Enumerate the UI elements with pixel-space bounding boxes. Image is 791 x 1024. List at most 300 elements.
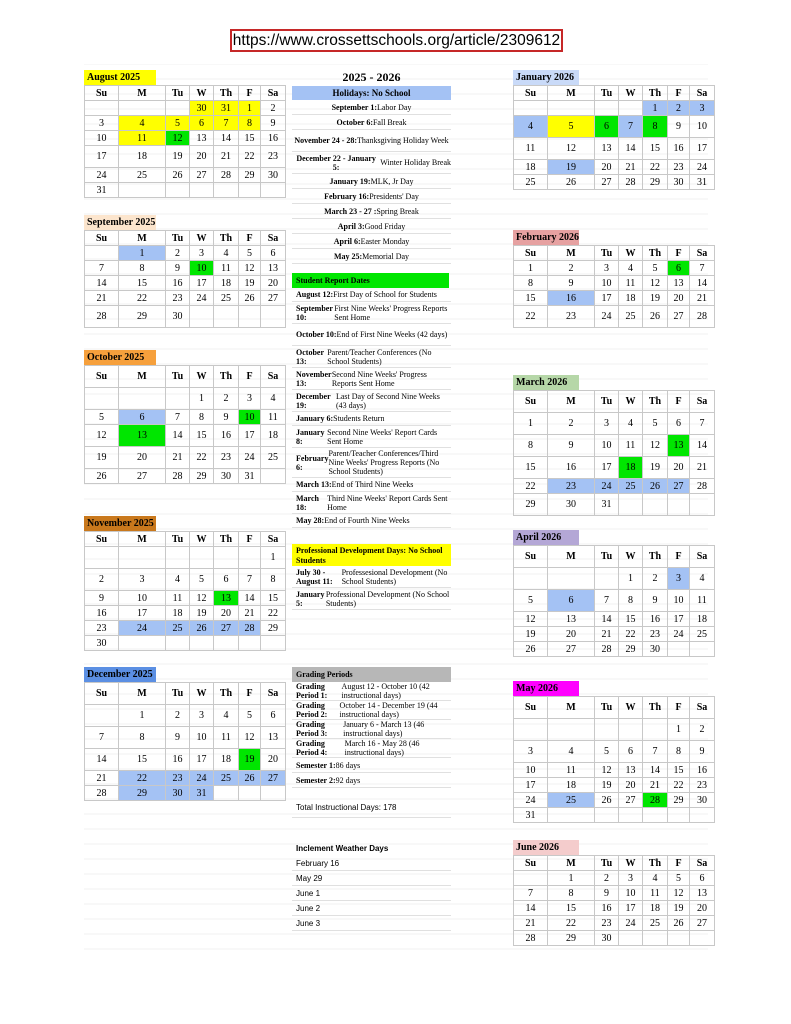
holidays-item: April 6: Easter Monday (292, 234, 451, 249)
pd-days-item: July 30 - August 11: Professesional Development (No School Students) (292, 566, 451, 588)
grading-item: Semester 1: 86 days (292, 758, 451, 773)
day-cell: 8 (643, 116, 668, 138)
week-row (85, 168, 286, 183)
day-cell: 22 (548, 916, 595, 931)
weekday-header: Tu (595, 246, 619, 261)
week-row (514, 590, 715, 612)
report-dates-item: October 13: Parent/Teacher Conferences (No School Students) (292, 346, 451, 368)
day-cell: 23 (690, 778, 715, 793)
day-cell: 2 (668, 101, 690, 116)
day-cell: 17 (595, 457, 619, 479)
weather-item: June 3 (292, 916, 451, 931)
day-cell: 30 (261, 168, 286, 183)
empty-cell (668, 931, 690, 946)
week-row (514, 931, 715, 946)
empty-cell (619, 719, 643, 741)
grading-item: Grading Period 2: October 14 - December 19 (44 instructional days) (292, 701, 451, 720)
day-cell: 15 (643, 138, 668, 160)
empty-cell (619, 101, 643, 116)
week-row (85, 547, 286, 569)
empty-cell (548, 568, 595, 590)
empty-cell (214, 636, 239, 651)
day-cell: 20 (190, 146, 214, 168)
weekday-header: Su (514, 391, 548, 413)
day-cell: 27 (690, 916, 715, 931)
weekday-header: M (119, 532, 166, 547)
empty-cell (239, 547, 261, 569)
day-cell: 9 (85, 591, 119, 606)
day-cell: 27 (668, 306, 690, 328)
day-cell: 15 (514, 291, 548, 306)
day-cell: 24 (190, 771, 214, 786)
day-cell: 6 (214, 569, 239, 591)
day-cell: 5 (239, 705, 261, 727)
week-row (514, 568, 715, 590)
day-cell: 14 (643, 763, 668, 778)
day-cell: 1 (261, 547, 286, 569)
day-cell: 8 (514, 276, 548, 291)
day-cell: 11 (214, 727, 239, 749)
month-title: December 2025 (84, 667, 156, 682)
day-cell: 18 (214, 276, 239, 291)
day-cell: 24 (595, 306, 619, 328)
empty-cell (85, 246, 119, 261)
day-cell: 21 (619, 160, 643, 175)
day-cell: 10 (239, 410, 261, 425)
weekday-header: M (119, 231, 166, 246)
weekday-header: W (619, 86, 643, 101)
day-cell: 8 (190, 410, 214, 425)
day-cell: 1 (643, 101, 668, 116)
weekday-header: M (548, 697, 595, 719)
day-cell: 10 (85, 131, 119, 146)
day-cell: 7 (85, 261, 119, 276)
day-cell: 19 (643, 457, 668, 479)
month-nov2025 (84, 516, 286, 651)
day-cell: 9 (548, 435, 595, 457)
day-cell: 30 (643, 642, 668, 657)
day-cell: 11 (119, 131, 166, 146)
day-cell: 25 (548, 793, 595, 808)
pd-days-list (292, 566, 451, 610)
day-cell: 2 (643, 568, 668, 590)
day-cell: 20 (548, 627, 595, 642)
day-cell: 20 (595, 160, 619, 175)
day-cell: 22 (643, 160, 668, 175)
day-cell: 3 (595, 413, 619, 435)
day-cell: 22 (668, 778, 690, 793)
weekday-header: Th (214, 86, 239, 101)
weekday-header: Sa (261, 366, 286, 388)
day-cell: 10 (595, 276, 619, 291)
weekday-header: W (619, 856, 643, 871)
day-cell: 27 (668, 479, 690, 494)
day-cell: 7 (690, 261, 715, 276)
day-cell: 11 (261, 410, 286, 425)
day-cell: 28 (85, 786, 119, 801)
report-dates-item: September 10: First Nine Weeks' Progress Reports Sent Home (292, 302, 451, 324)
week-row (85, 621, 286, 636)
week-row (85, 606, 286, 621)
day-cell: 12 (239, 727, 261, 749)
month-sep2025 (84, 215, 286, 328)
day-cell: 8 (548, 886, 595, 901)
empty-cell (668, 808, 690, 823)
weekday-header: Su (514, 856, 548, 871)
day-cell: 12 (643, 435, 668, 457)
day-cell: 21 (690, 457, 715, 479)
day-cell: 28 (690, 306, 715, 328)
empty-cell (643, 808, 668, 823)
week-row (85, 116, 286, 131)
day-cell: 8 (668, 741, 690, 763)
day-cell: 18 (166, 606, 190, 621)
week-row (85, 410, 286, 425)
day-cell: 19 (85, 447, 119, 469)
day-cell: 31 (595, 494, 619, 516)
day-cell: 26 (190, 621, 214, 636)
source-url[interactable]: https://www.crossettschools.org/article/2309612 (230, 29, 563, 52)
day-cell: 19 (668, 901, 690, 916)
day-cell: 7 (214, 116, 239, 131)
day-cell: 18 (119, 146, 166, 168)
day-cell: 3 (190, 246, 214, 261)
report-dates-item: January 6: Students Return (292, 412, 451, 426)
day-cell: 29 (514, 494, 548, 516)
day-cell: 4 (261, 388, 286, 410)
empty-cell (514, 101, 548, 116)
month-may2026 (513, 681, 715, 823)
day-cell: 28 (690, 479, 715, 494)
week-row (85, 469, 286, 484)
day-cell: 19 (548, 160, 595, 175)
grading-list (292, 682, 451, 788)
weekday-header: F (239, 683, 261, 705)
day-cell: 3 (690, 101, 715, 116)
grading-section (292, 667, 451, 818)
weekday-header: F (239, 532, 261, 547)
day-cell: 17 (514, 778, 548, 793)
week-row (85, 771, 286, 786)
day-cell: 18 (261, 425, 286, 447)
day-cell: 28 (643, 793, 668, 808)
day-cell: 6 (668, 413, 690, 435)
grading-item: Grading Period 4: March 16 - May 28 (46 instructional days) (292, 739, 451, 758)
empty-cell (690, 808, 715, 823)
empty-cell (85, 388, 119, 410)
day-cell: 6 (668, 261, 690, 276)
weather-list (292, 856, 451, 931)
empty-cell (595, 719, 619, 741)
empty-cell (261, 183, 286, 198)
day-cell: 13 (668, 435, 690, 457)
weekday-header: Tu (595, 86, 619, 101)
week-row (85, 636, 286, 651)
empty-cell (690, 494, 715, 516)
holidays-item: October 6: Fall Break (292, 115, 451, 130)
day-cell: 5 (643, 261, 668, 276)
day-cell: 8 (619, 590, 643, 612)
day-cell: 23 (166, 771, 190, 786)
weather-item: June 2 (292, 901, 451, 916)
month-title: November 2025 (84, 516, 156, 531)
month-grid (84, 365, 286, 484)
day-cell: 17 (239, 425, 261, 447)
day-cell: 22 (239, 146, 261, 168)
day-cell: 14 (85, 276, 119, 291)
week-row (85, 306, 286, 328)
day-cell: 2 (85, 569, 119, 591)
day-cell: 15 (119, 276, 166, 291)
weekday-header: Tu (595, 391, 619, 413)
day-cell: 29 (239, 168, 261, 183)
day-cell: 30 (548, 494, 595, 516)
weekday-header: Th (643, 391, 668, 413)
day-cell: 26 (643, 306, 668, 328)
day-cell: 14 (619, 138, 643, 160)
day-cell: 13 (190, 131, 214, 146)
day-cell: 7 (514, 886, 548, 901)
week-row (85, 727, 286, 749)
day-cell: 27 (595, 175, 619, 190)
empty-cell (514, 568, 548, 590)
day-cell: 23 (668, 160, 690, 175)
day-cell: 25 (261, 447, 286, 469)
day-cell: 2 (690, 719, 715, 741)
month-grid (513, 245, 715, 328)
empty-cell (214, 547, 239, 569)
day-cell: 9 (595, 886, 619, 901)
day-cell: 3 (85, 116, 119, 131)
day-cell: 4 (548, 741, 595, 763)
day-cell: 28 (239, 621, 261, 636)
day-cell: 29 (190, 469, 214, 484)
week-row (514, 413, 715, 435)
day-cell: 12 (514, 612, 548, 627)
day-cell: 16 (214, 425, 239, 447)
weekday-header: Sa (261, 683, 286, 705)
day-cell: 4 (214, 705, 239, 727)
weekday-header: M (119, 366, 166, 388)
week-row (514, 886, 715, 901)
report-dates-item: January 8: Second Nine Weeks' Report Cards Sent Home (292, 426, 451, 448)
week-row (85, 425, 286, 447)
day-cell: 18 (514, 160, 548, 175)
day-cell: 23 (214, 447, 239, 469)
day-cell: 27 (214, 621, 239, 636)
holidays-item: April 3: Good Friday (292, 219, 451, 234)
month-title: August 2025 (84, 70, 156, 85)
empty-cell (261, 306, 286, 328)
day-cell: 13 (214, 591, 239, 606)
weekday-header: Tu (166, 683, 190, 705)
day-cell: 22 (514, 306, 548, 328)
holidays-list (292, 100, 451, 264)
day-cell: 15 (668, 763, 690, 778)
weekday-header: F (239, 231, 261, 246)
day-cell: 27 (548, 642, 595, 657)
month-grid (84, 682, 286, 801)
weekday-header: M (119, 86, 166, 101)
day-cell: 12 (595, 763, 619, 778)
day-cell: 4 (619, 261, 643, 276)
day-cell: 16 (548, 457, 595, 479)
weather-section (292, 841, 451, 931)
holidays-item: March 23 - 27 : Spring Break (292, 204, 451, 219)
day-cell: 22 (119, 291, 166, 306)
day-cell: 21 (85, 771, 119, 786)
day-cell: 30 (214, 469, 239, 484)
empty-cell (548, 808, 595, 823)
day-cell: 28 (214, 168, 239, 183)
day-cell: 24 (190, 291, 214, 306)
weekday-header: Th (643, 246, 668, 261)
week-row (514, 276, 715, 291)
month-dec2025 (84, 667, 286, 801)
empty-cell (190, 636, 214, 651)
week-row (85, 183, 286, 198)
day-cell: 17 (619, 901, 643, 916)
day-cell: 6 (261, 705, 286, 727)
day-cell: 14 (166, 425, 190, 447)
day-cell: 23 (595, 916, 619, 931)
day-cell: 5 (548, 116, 595, 138)
day-cell: 12 (166, 131, 190, 146)
week-row (85, 786, 286, 801)
day-cell: 30 (85, 636, 119, 651)
day-cell: 9 (690, 741, 715, 763)
day-cell: 15 (119, 749, 166, 771)
day-cell: 1 (239, 101, 261, 116)
weekday-header: F (668, 86, 690, 101)
day-cell: 16 (85, 606, 119, 621)
weekday-header: Th (643, 856, 668, 871)
weekday-header: F (239, 86, 261, 101)
month-grid (84, 230, 286, 328)
report-dates-item: December 19: Last Day of Second Nine Weeks (43 days) (292, 390, 451, 412)
day-cell: 16 (643, 612, 668, 627)
day-cell: 9 (668, 116, 690, 138)
day-cell: 27 (190, 168, 214, 183)
day-cell: 7 (643, 741, 668, 763)
day-cell: 16 (595, 901, 619, 916)
day-cell: 29 (548, 931, 595, 946)
empty-cell (214, 183, 239, 198)
day-cell: 12 (190, 591, 214, 606)
month-jun2026 (513, 840, 715, 946)
empty-cell (239, 786, 261, 801)
week-row (85, 146, 286, 168)
week-row (85, 131, 286, 146)
day-cell: 9 (166, 727, 190, 749)
weekday-header: Tu (595, 546, 619, 568)
day-cell: 17 (190, 749, 214, 771)
day-cell: 5 (514, 590, 548, 612)
empty-cell (514, 871, 548, 886)
week-row (514, 160, 715, 175)
day-cell: 22 (190, 447, 214, 469)
day-cell: 12 (643, 276, 668, 291)
empty-cell (548, 719, 595, 741)
day-cell: 17 (595, 291, 619, 306)
day-cell: 17 (668, 612, 690, 627)
week-row (85, 749, 286, 771)
weekday-header: Sa (690, 697, 715, 719)
day-cell: 26 (239, 291, 261, 306)
day-cell: 1 (119, 705, 166, 727)
empty-cell (643, 494, 668, 516)
day-cell: 23 (643, 627, 668, 642)
day-cell: 4 (514, 116, 548, 138)
day-cell: 9 (166, 261, 190, 276)
week-row (514, 101, 715, 116)
week-row (514, 291, 715, 306)
weekday-header: Su (514, 86, 548, 101)
day-cell: 18 (643, 901, 668, 916)
pd-days-section (292, 544, 451, 610)
day-cell: 20 (261, 276, 286, 291)
month-aug2025 (84, 70, 286, 198)
month-grid (513, 545, 715, 657)
empty-cell (261, 636, 286, 651)
day-cell: 20 (668, 457, 690, 479)
grading-item: Grading Period 3: January 6 - March 13 (46 instructional days) (292, 720, 451, 739)
empty-cell (239, 183, 261, 198)
day-cell: 19 (239, 749, 261, 771)
weekday-header: Su (85, 231, 119, 246)
day-cell: 13 (595, 138, 619, 160)
weekday-header: Th (214, 683, 239, 705)
day-cell: 31 (239, 469, 261, 484)
day-cell: 9 (261, 116, 286, 131)
day-cell: 6 (595, 116, 619, 138)
day-cell: 3 (514, 741, 548, 763)
day-cell: 9 (548, 276, 595, 291)
weekday-header: Sa (690, 856, 715, 871)
holidays-item: November 24 - 28: Thanksgiving Holiday Week (292, 130, 451, 152)
weekday-header: Sa (261, 231, 286, 246)
day-cell: 16 (261, 131, 286, 146)
weekday-header: F (668, 697, 690, 719)
report-dates-item: November 13: Second Nine Weeks' Progress Reports Sent Home (292, 368, 451, 390)
weekday-header: Tu (166, 366, 190, 388)
day-cell: 25 (643, 916, 668, 931)
month-title: September 2025 (84, 215, 156, 230)
day-cell: 4 (119, 116, 166, 131)
day-cell: 25 (166, 621, 190, 636)
day-cell: 3 (595, 261, 619, 276)
day-cell: 27 (619, 793, 643, 808)
day-cell: 16 (166, 749, 190, 771)
month-grid (513, 696, 715, 823)
day-cell: 31 (85, 183, 119, 198)
day-cell: 13 (261, 727, 286, 749)
day-cell: 2 (548, 413, 595, 435)
week-row (514, 494, 715, 516)
empty-cell (619, 808, 643, 823)
day-cell: 22 (619, 627, 643, 642)
empty-cell (214, 306, 239, 328)
day-cell: 24 (119, 621, 166, 636)
day-cell: 11 (548, 763, 595, 778)
grading-item: Grading Period 1: August 12 - October 10 (42 instructional days) (292, 682, 451, 701)
day-cell: 30 (595, 931, 619, 946)
week-row (85, 276, 286, 291)
day-cell: 25 (119, 168, 166, 183)
day-cell: 5 (595, 741, 619, 763)
report-dates-header: Student Report Dates (292, 273, 449, 288)
week-row (514, 627, 715, 642)
